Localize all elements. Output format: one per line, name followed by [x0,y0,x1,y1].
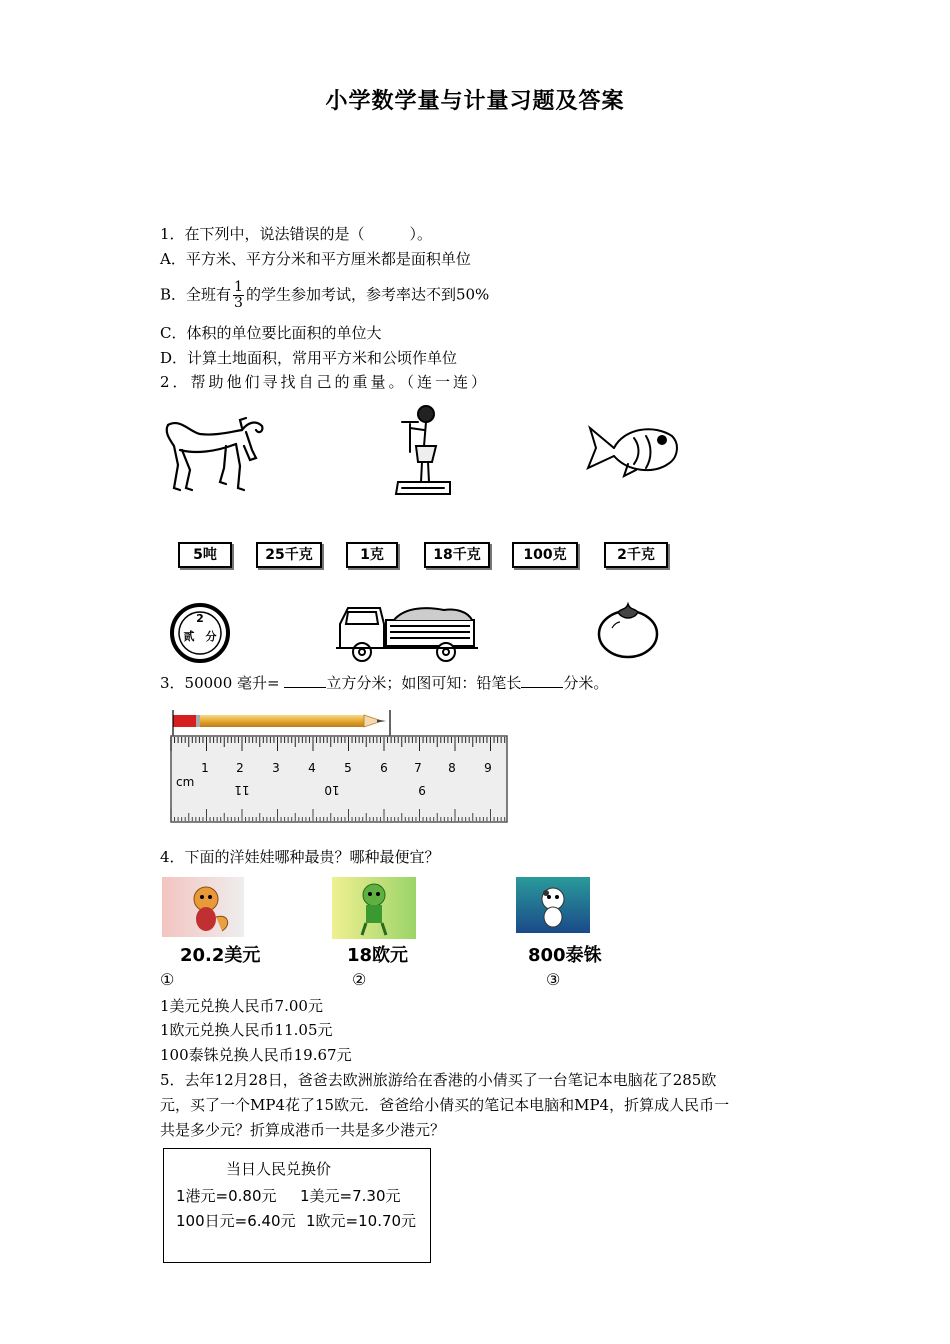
fraction-denominator: 3 [234,295,243,311]
fraction-numerator: 1 [234,279,243,295]
goat-icon [160,410,270,495]
q3-stem [160,672,608,694]
rate-thb: 100泰铢兑换人民币19.67元 [160,1046,352,1064]
ruler-number: 7 [414,761,422,775]
exchange-hkd: 1港元=0.80元 [176,1187,277,1205]
fish-icon [584,418,684,484]
exchange-box-title: 当日人民兑换价 [226,1160,332,1178]
ruler-number: 1 [201,761,209,775]
tomato-icon [596,598,660,660]
exchange-eur: 1欧元=10.70元 [306,1212,417,1230]
doll-3-price: 800泰铢 [528,945,602,966]
weight-box-18kg[interactable]: 18千克 [424,542,490,568]
q5-line-3: 共是多少元？折算成港币一共是多少港元？ [160,1121,446,1139]
doll-1-mark: ① [160,970,175,989]
ruler-unit: cm [176,775,195,789]
answer-blank-1[interactable] [284,672,326,688]
rate-eur: 1欧元兑换人民币11.05元 [160,1021,333,1039]
pencil [173,715,386,727]
coin-char-1: 贰 [183,630,195,643]
doll-2-price: 18欧元 [347,945,409,966]
q1-option-d: D．计算土地面积，常用平方米和公顷作单位 [160,349,458,367]
q3-text-post: 分米。 [563,674,609,692]
q1-option-a: A．平方米、平方分米和平方厘米都是面积单位 [160,250,471,268]
weight-box-5t[interactable]: 5吨 [178,542,232,568]
answer-blank-2[interactable] [521,672,563,688]
ruler-number: 6 [380,761,388,775]
q4-stem: 4．下面的洋娃娃哪种最贵？哪种最便宜？ [160,848,440,866]
coin-icon [168,602,234,664]
ruler-number: 4 [308,761,316,775]
doll-1-price: 20.2美元 [180,945,261,966]
coin-char-2: 分 [205,630,217,643]
ruler-number: 3 [272,761,280,775]
ruler [171,736,507,822]
ruler-number: 2 [236,761,244,775]
q1-stem: 1．在下列中，说法错误的是（ ）。 [160,225,433,243]
truck-icon [334,602,480,666]
ruler-number-inverted: 11 [234,783,250,797]
q5-line-2: 元，买了一个MP4花了15欧元．爸爸给小倩买的笔记本电脑和MP4，折算成人民币一 [160,1096,730,1114]
ruler-number-inverted: 10 [324,783,340,797]
ruler-number-inverted: 9 [418,783,426,797]
doll-1-image [162,877,244,937]
exchange-rate-box [163,1148,431,1263]
q1-option-b [160,280,489,311]
weight-box-100g[interactable]: 100克 [512,542,578,568]
girl-on-scale-icon [388,402,458,498]
fraction [233,280,244,311]
ruler-number: 5 [344,761,352,775]
doll-2-mark: ② [352,970,367,989]
weight-box-25kg[interactable]: 25千克 [256,542,322,568]
weight-box-2kg[interactable]: 2千克 [604,542,668,568]
q1-option-c: C．体积的单位要比面积的单位大 [160,324,382,342]
q1-option-b-pre: B．全班有 [160,285,232,304]
weight-box-1g[interactable]: 1克 [346,542,398,568]
doll-3-image [516,877,590,933]
q3-text-mid: 立方分米；如图可知：铅笔长 [326,674,522,692]
rate-usd: 1美元兑换人民币7.00元 [160,997,323,1015]
q5-line-1: 5．去年12月28日，爸爸去欧洲旅游给在香港的小倩买了一台笔记本电脑花了285欧 [160,1071,717,1089]
coin-number: 2 [196,612,204,625]
ruler-number: 9 [484,761,492,775]
q2-stem: 2．帮助他们寻找自己的重量。（连一连） [160,373,490,391]
q1-option-b-post: 的学生参加考试，参考率达不到50% [245,285,490,304]
doll-2-image [332,877,416,939]
ruler-number: 8 [448,761,456,775]
page-title: 小学数学量与计量习题及答案 [325,89,625,114]
doll-3-mark: ③ [546,970,561,989]
exchange-jpy: 100日元=6.40元 [176,1212,296,1230]
exchange-usd: 1美元=7.30元 [300,1187,401,1205]
ruler-figure [168,706,510,826]
q3-text-pre: 3．50000 毫升= [160,674,280,692]
